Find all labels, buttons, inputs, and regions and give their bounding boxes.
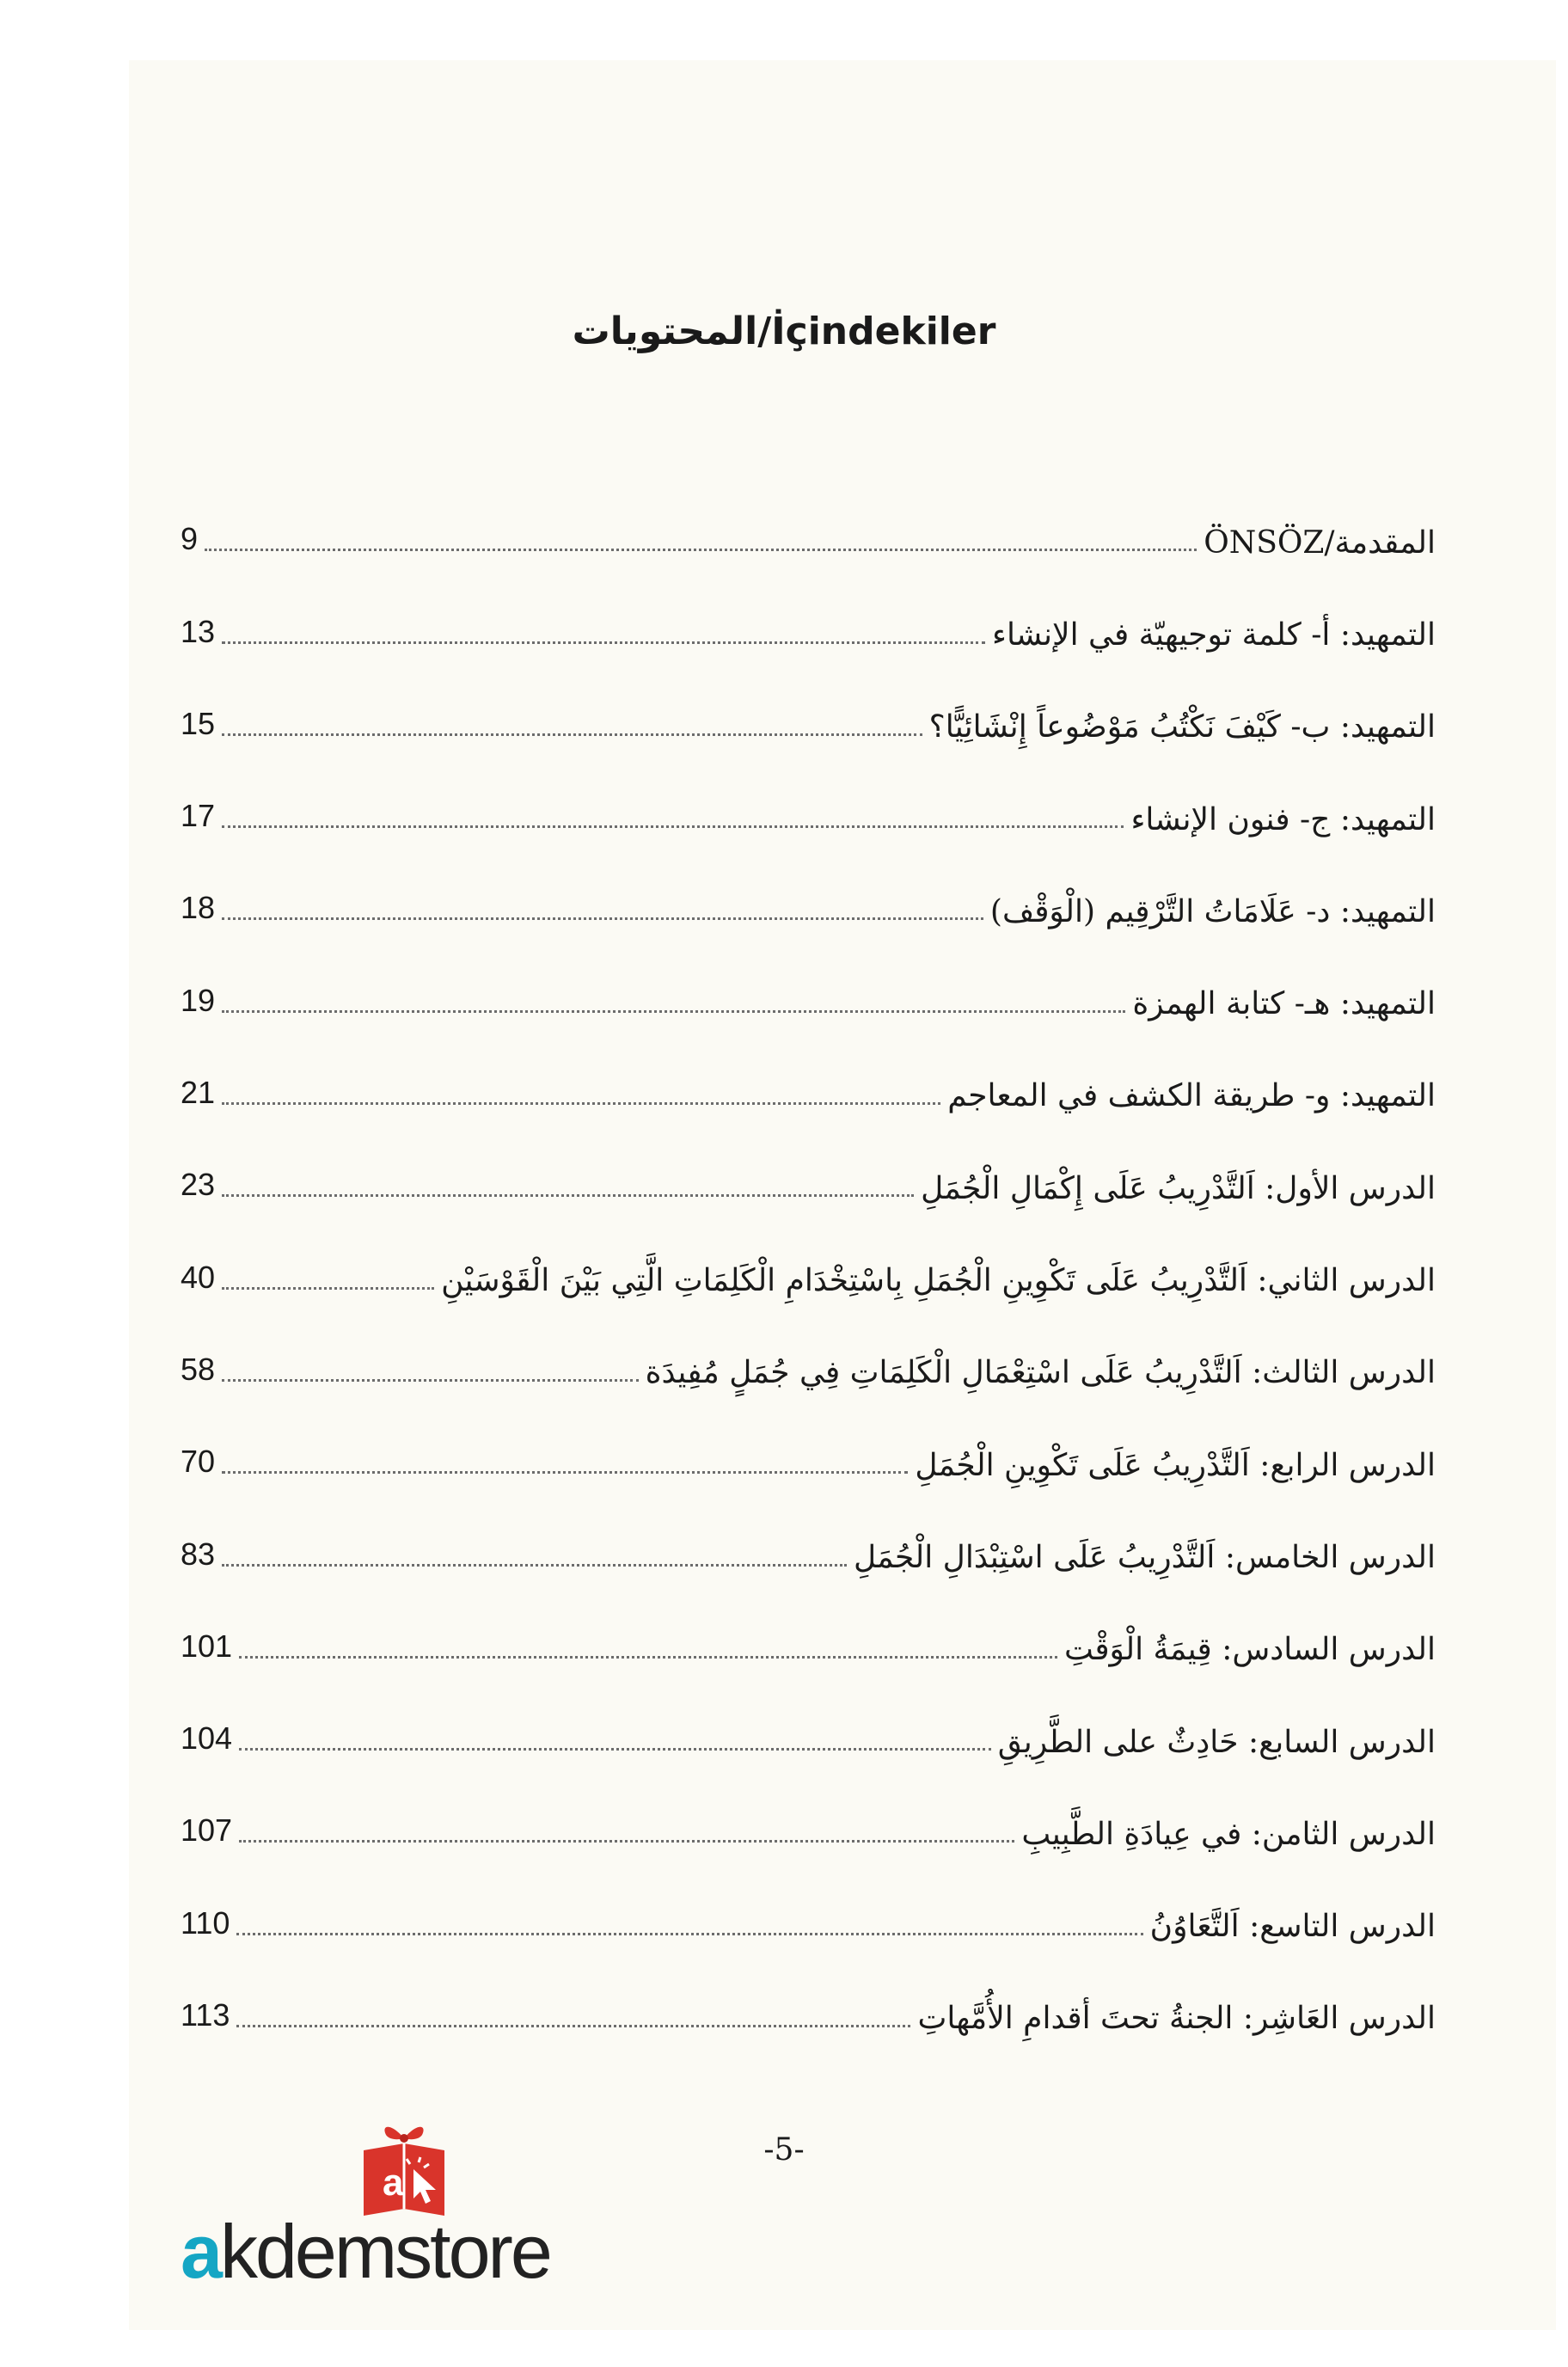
dot-leader — [222, 825, 1124, 828]
dot-leader — [222, 641, 985, 644]
dot-leader — [236, 2025, 910, 2027]
toc-row — [181, 666, 1436, 758]
toc-page-number: 18 — [181, 890, 216, 926]
toc-row — [181, 1312, 1436, 1404]
toc-page-number: 113 — [181, 1997, 230, 2033]
toc-entry-label: الدرس الثامن: — [1251, 1816, 1436, 1852]
toc-entry-title: و- طريقة الكشف في المعاجم — [947, 1078, 1331, 1114]
toc-entry-title: اَلتَّدْرِيبُ عَلَى تَكْوِينِ الْجُمَلِ بِاسْتِخْدَامِ الْكَلِمَاتِ الَّتِي بَيْنَ الْقَوْسَيْنِ — [441, 1263, 1247, 1299]
toc-row — [181, 1773, 1436, 1865]
toc-entry — [1021, 1818, 1436, 1866]
toc-entry-label: التمهيد: — [1339, 893, 1436, 929]
toc-entry-title: هـ- كتابة الهمزة — [1132, 986, 1331, 1022]
toc-row — [181, 1219, 1436, 1311]
toc-page-number: 107 — [181, 1812, 233, 1849]
toc-entry — [929, 710, 1436, 758]
toc-entry — [646, 1356, 1436, 1404]
toc-entry — [917, 2002, 1436, 2050]
toc-entry-label: الدرس الأول: — [1265, 1170, 1436, 1206]
toc-entry-label: الدرس الثاني: — [1257, 1263, 1436, 1299]
toc-entry-label: المقدمة/ÖNSÖZ — [1204, 524, 1436, 561]
toc-page-number: 9 — [181, 521, 199, 557]
toc-row — [181, 1035, 1436, 1127]
toc-entry — [1064, 1633, 1436, 1681]
dot-leader — [239, 1748, 991, 1751]
toc-entry-label: الدرس الخامس: — [1224, 1539, 1436, 1575]
dot-leader — [239, 1840, 1014, 1843]
toc-entry-label: الدرس السابع: — [1247, 1724, 1436, 1760]
toc-entry-title: ب- كَيْفَ نَكْتُبُ مَوْضُوعاً إِنْشَائِيًّا؟ — [928, 709, 1331, 745]
brand-first-letter: a — [181, 2209, 220, 2294]
toc-row — [181, 1865, 1436, 1957]
toc-entry-title: اَلتَّدْرِيبُ عَلَى اسْتِبْدَالِ الْجُمَلِ — [853, 1539, 1216, 1575]
toc-entry — [947, 1079, 1436, 1127]
toc-page-number: 83 — [181, 1536, 216, 1572]
dot-leader — [222, 1379, 639, 1382]
toc-entry-title: اَلتَّدْرِيبُ عَلَى تَكْوِينِ الْجُمَلِ — [915, 1447, 1250, 1483]
toc-row — [181, 1404, 1436, 1496]
dot-leader — [222, 1194, 914, 1197]
toc-entry-label: الدرس الرابع: — [1259, 1447, 1436, 1483]
toc-entry-title: اَلتَّدْرِيبُ عَلَى إِكْمَالِ الْجُمَلِ — [921, 1170, 1255, 1206]
dot-leader — [222, 733, 922, 736]
toc-page-number: 40 — [181, 1259, 216, 1295]
toc-row — [181, 1127, 1436, 1219]
toc-entry-label: التمهيد: — [1339, 709, 1436, 745]
toc-entry-title: اَلتَّعَاوُنُ — [1149, 1909, 1240, 1945]
toc-entry-title: اَلتَّدْرِيبُ عَلَى اسْتِعْمَالِ الْكَلِمَاتِ فِي جُمَلٍ مُفِيدَة — [645, 1355, 1242, 1391]
toc-entry-title: ج- فنون الإنشاء — [1130, 801, 1331, 837]
toc-row — [181, 1958, 1436, 2050]
toc-entry — [1150, 1910, 1436, 1958]
toc-entry-title: حَادِثٌ على الطَّرِيقِ — [997, 1724, 1239, 1760]
dot-leader — [222, 1564, 847, 1567]
toc-entry-title: أ- كلمة توجيهيّة في الإنشاء — [992, 617, 1331, 653]
dot-leader — [222, 1287, 434, 1290]
toc-entry — [998, 1726, 1436, 1774]
table-of-contents — [181, 481, 1436, 2050]
brand-wordmark — [181, 2209, 550, 2294]
toc-entry-label: التمهيد: — [1339, 801, 1436, 837]
dot-leader — [222, 1471, 908, 1474]
toc-entry-label: التمهيد: — [1339, 617, 1436, 653]
toc-entry-label: التمهيد: — [1339, 986, 1436, 1022]
brand-rest: kdemstore — [219, 2209, 550, 2294]
page-title: المحتويات/İçindekiler — [572, 310, 996, 353]
toc-row — [181, 942, 1436, 1034]
toc-row — [181, 758, 1436, 850]
toc-entry-label: الدرس التاسع: — [1249, 1909, 1436, 1945]
dot-leader — [205, 549, 1197, 551]
toc-row — [181, 1589, 1436, 1681]
page-number-footer: -5- — [763, 2132, 805, 2168]
dot-leader — [222, 917, 983, 920]
toc-entry — [990, 895, 1436, 943]
toc-entry — [1130, 803, 1436, 851]
toc-page-number: 15 — [181, 705, 216, 741]
toc-page-number: 58 — [181, 1351, 216, 1387]
toc-entry — [441, 1264, 1436, 1312]
toc-entry-title: د- عَلَامَاتُ التَّرْقِيم (الْوَقْف) — [989, 893, 1331, 929]
toc-page-number: 19 — [181, 982, 216, 1018]
toc-entry-title: الجنةُ تحتَ أقدامِ الأُمَّهاتِ — [917, 2001, 1234, 2037]
toc-entry — [921, 1172, 1436, 1220]
toc-page-number: 101 — [181, 1628, 233, 1664]
toc-page-number: 70 — [181, 1444, 216, 1480]
toc-entry-label: التمهيد: — [1339, 1078, 1436, 1114]
toc-page-number: 17 — [181, 798, 216, 834]
toc-entry-title: في عِيادَةِ الطَّبِيبِ — [1021, 1816, 1242, 1852]
toc-page-number: 13 — [181, 613, 216, 649]
toc-page-number: 110 — [181, 1904, 230, 1941]
toc-page-number: 104 — [181, 1720, 233, 1757]
toc-row — [181, 481, 1436, 573]
toc-page-number: 23 — [181, 1167, 216, 1203]
toc-row — [181, 850, 1436, 942]
toc-entry — [992, 618, 1436, 666]
toc-entry — [1132, 987, 1436, 1035]
akdemstore-logo — [181, 2119, 645, 2294]
dot-leader — [222, 1010, 1125, 1013]
svg-text:a: a — [383, 2162, 404, 2204]
dot-leader — [222, 1102, 940, 1105]
toc-page-number: 21 — [181, 1075, 216, 1111]
toc-row — [181, 573, 1436, 665]
toc-row — [181, 1496, 1436, 1588]
toc-entry-title: قِيمَةُ الْوَقْتِ — [1063, 1632, 1212, 1668]
toc-entry-label: الدرس العَاشِر: — [1242, 2001, 1436, 2037]
toc-entry — [854, 1541, 1436, 1589]
toc-entry — [1204, 526, 1436, 574]
toc-entry-label: الدرس الثالث: — [1252, 1355, 1436, 1391]
toc-row — [181, 1681, 1436, 1773]
toc-entry — [915, 1449, 1436, 1497]
toc-entry-label: الدرس السادس: — [1222, 1632, 1436, 1668]
dot-leader — [239, 1656, 1057, 1659]
dot-leader — [236, 1933, 1142, 1935]
shopping-bag-book-icon — [357, 2119, 451, 2223]
